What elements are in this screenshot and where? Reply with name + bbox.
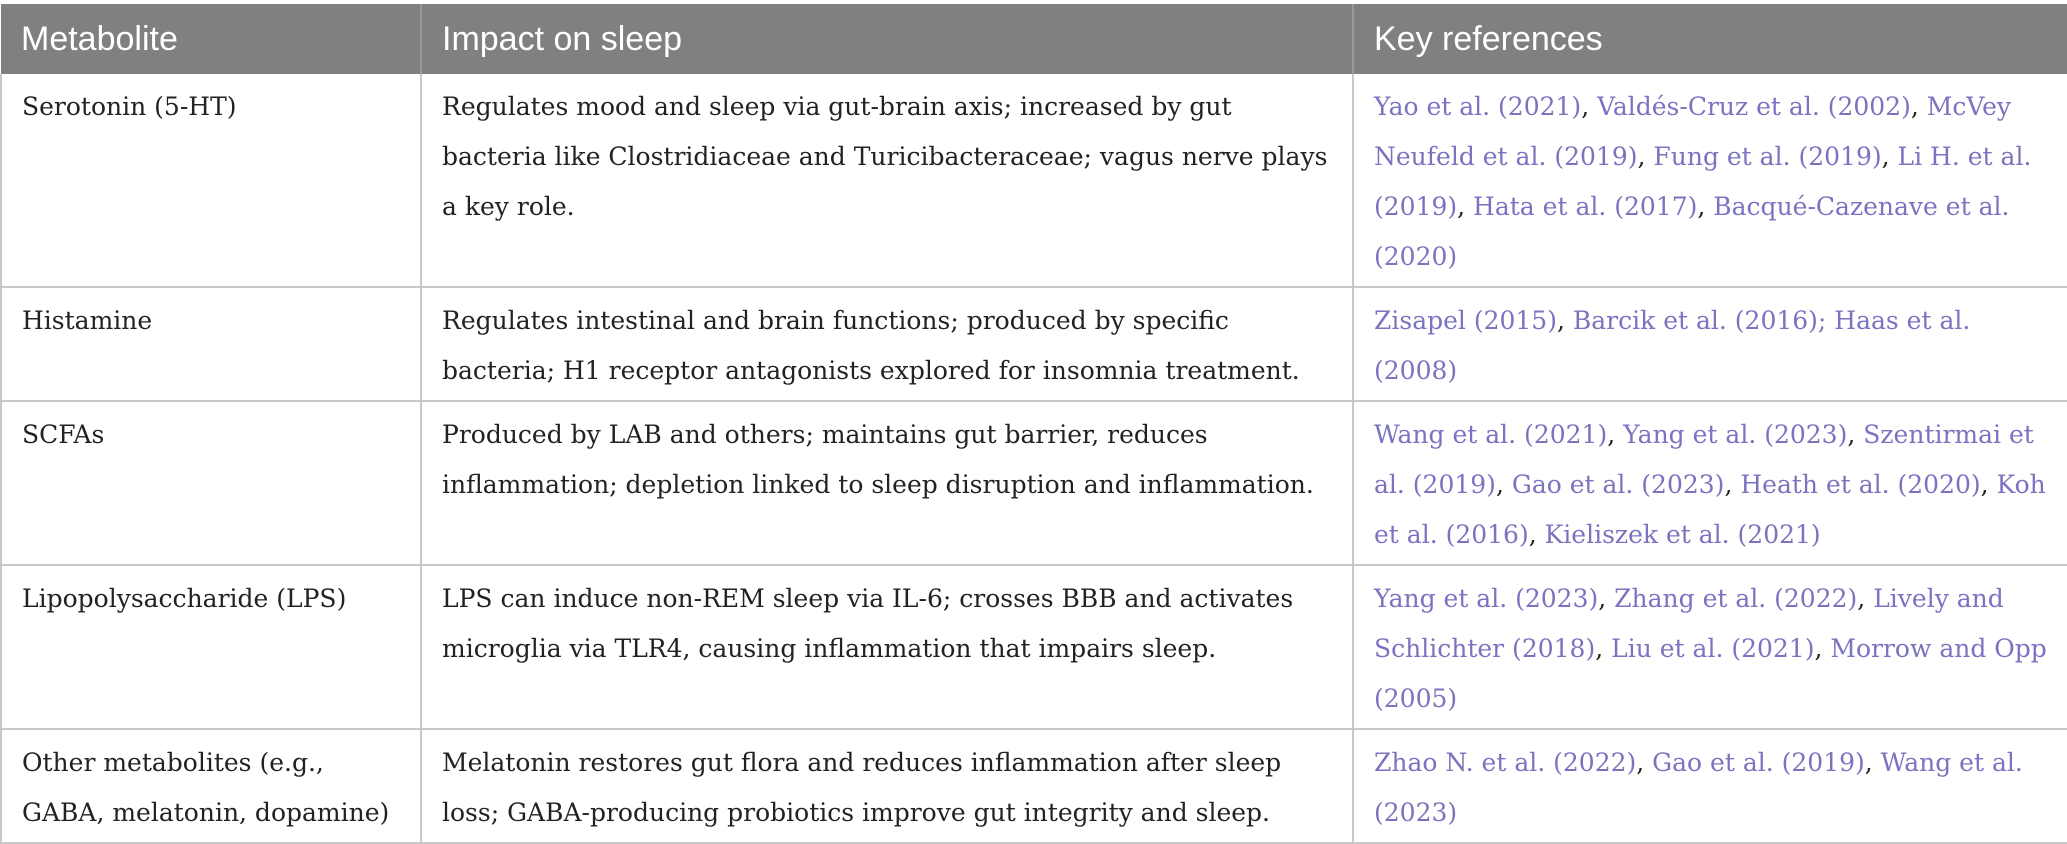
- reference-separator: ,: [1495, 470, 1512, 499]
- table-body: [1, 74, 2067, 843]
- reference-separator: ,: [1847, 420, 1864, 449]
- reference-link[interactable]: Wang et al. (2023): [1374, 748, 2023, 827]
- reference-link[interactable]: McVey Neufeld et al. (2019): [1374, 92, 2012, 171]
- reference-link[interactable]: Szentirmai et al. (2019): [1374, 420, 2034, 499]
- reference-separator: ,: [1636, 748, 1653, 777]
- metabolite-cell: SCFAs: [1, 401, 421, 565]
- table-row: [1, 401, 2067, 565]
- reference-link[interactable]: Zhao N. et al. (2022): [1374, 748, 1637, 777]
- table-header: [1, 4, 2067, 74]
- reference-separator: ,: [1724, 470, 1741, 499]
- header-row: [1, 4, 2067, 74]
- impact-cell: Melatonin restores gut flora and reduces inflammation after sleep loss; GABA-producing probiotics improve gut integrity and sleep.: [421, 729, 1353, 843]
- reference-separator: ,: [1556, 306, 1573, 335]
- reference-separator: ,: [1528, 520, 1545, 549]
- reference-link[interactable]: Morrow and Opp (2005): [1374, 634, 2047, 713]
- reference-link[interactable]: Yao et al. (2021): [1374, 92, 1582, 121]
- reference-separator: ,: [1637, 142, 1654, 171]
- reference-link[interactable]: Koh et al. (2016): [1374, 470, 2046, 549]
- reference-link[interactable]: Wang et al. (2021): [1374, 420, 1608, 449]
- reference-separator: ,: [1864, 748, 1881, 777]
- reference-separator: ,: [1457, 192, 1474, 221]
- table-row: [1, 287, 2067, 401]
- reference-link[interactable]: Heath et al. (2020): [1740, 470, 1981, 499]
- reference-link[interactable]: Lively and Schlichter (2018): [1374, 584, 2004, 663]
- reference-link[interactable]: Bacqué-Cazenave et al. (2020): [1374, 192, 2010, 271]
- impact-cell: Regulates intestinal and brain functions; produced by specific bacteria; H1 receptor antagonists explored for insomnia treatment.: [421, 287, 1353, 401]
- reference-link[interactable]: Li H. et al. (2019): [1374, 142, 2032, 221]
- reference-link[interactable]: Hata et al. (2017): [1473, 192, 1698, 221]
- metabolite-table: [0, 4, 2067, 844]
- impact-cell: Produced by LAB and others; maintains gut barrier, reduces inflammation; depletion linked to sleep disruption and inflammation.: [421, 401, 1353, 565]
- impact-cell: Regulates mood and sleep via gut-brain axis; increased by gut bacteria like Clostridiaceae and Turicibacteraceae; vagus nerve plays a key role.: [421, 74, 1353, 287]
- reference-separator: ,: [1910, 92, 1927, 121]
- reference-separator: ,: [1980, 470, 1997, 499]
- reference-link[interactable]: Barcik et al. (2016); Haas et al. (2008): [1374, 306, 1971, 385]
- table-row: [1, 74, 2067, 287]
- reference-separator: ,: [1857, 584, 1874, 613]
- reference-separator: ,: [1598, 584, 1615, 613]
- reference-link[interactable]: Zisapel (2015): [1374, 306, 1557, 335]
- reference-separator: ,: [1697, 192, 1714, 221]
- metabolite-cell: Lipopolysaccharide (LPS): [1, 565, 421, 729]
- header-metabolite: Metabolite: [1, 4, 421, 74]
- references-cell: [1353, 401, 2067, 565]
- reference-link[interactable]: Kieliszek et al. (2021): [1544, 520, 1821, 549]
- table-row: [1, 729, 2067, 843]
- references-cell: [1353, 74, 2067, 287]
- reference-link[interactable]: Valdés-Cruz et al. (2002): [1597, 92, 1911, 121]
- header-references: Key references: [1353, 4, 2067, 74]
- metabolite-cell: Other metabolites (e.g., GABA, melatonin, dopamine): [1, 729, 421, 843]
- reference-link[interactable]: Liu et al. (2021): [1611, 634, 1815, 663]
- reference-separator: ,: [1814, 634, 1831, 663]
- header-impact: Impact on sleep: [421, 4, 1353, 74]
- metabolite-cell: Histamine: [1, 287, 421, 401]
- reference-separator: ,: [1581, 92, 1598, 121]
- metabolite-cell: Serotonin (5-HT): [1, 74, 421, 287]
- reference-separator: ,: [1595, 634, 1612, 663]
- table-container: [0, 4, 2067, 844]
- references-cell: [1353, 729, 2067, 843]
- reference-link[interactable]: Gao et al. (2019): [1652, 748, 1865, 777]
- reference-link[interactable]: Yang et al. (2023): [1374, 584, 1599, 613]
- reference-link[interactable]: Yang et al. (2023): [1623, 420, 1848, 449]
- impact-cell: LPS can induce non-REM sleep via IL-6; crosses BBB and activates microglia via TLR4, causing inflammation that impairs sleep.: [421, 565, 1353, 729]
- references-cell: [1353, 565, 2067, 729]
- reference-link[interactable]: Gao et al. (2023): [1511, 470, 1725, 499]
- table-row: [1, 565, 2067, 729]
- reference-link[interactable]: Zhang et al. (2022): [1614, 584, 1858, 613]
- reference-link[interactable]: Fung et al. (2019): [1653, 142, 1882, 171]
- reference-separator: ,: [1881, 142, 1898, 171]
- references-cell: [1353, 287, 2067, 401]
- reference-separator: ,: [1607, 420, 1624, 449]
